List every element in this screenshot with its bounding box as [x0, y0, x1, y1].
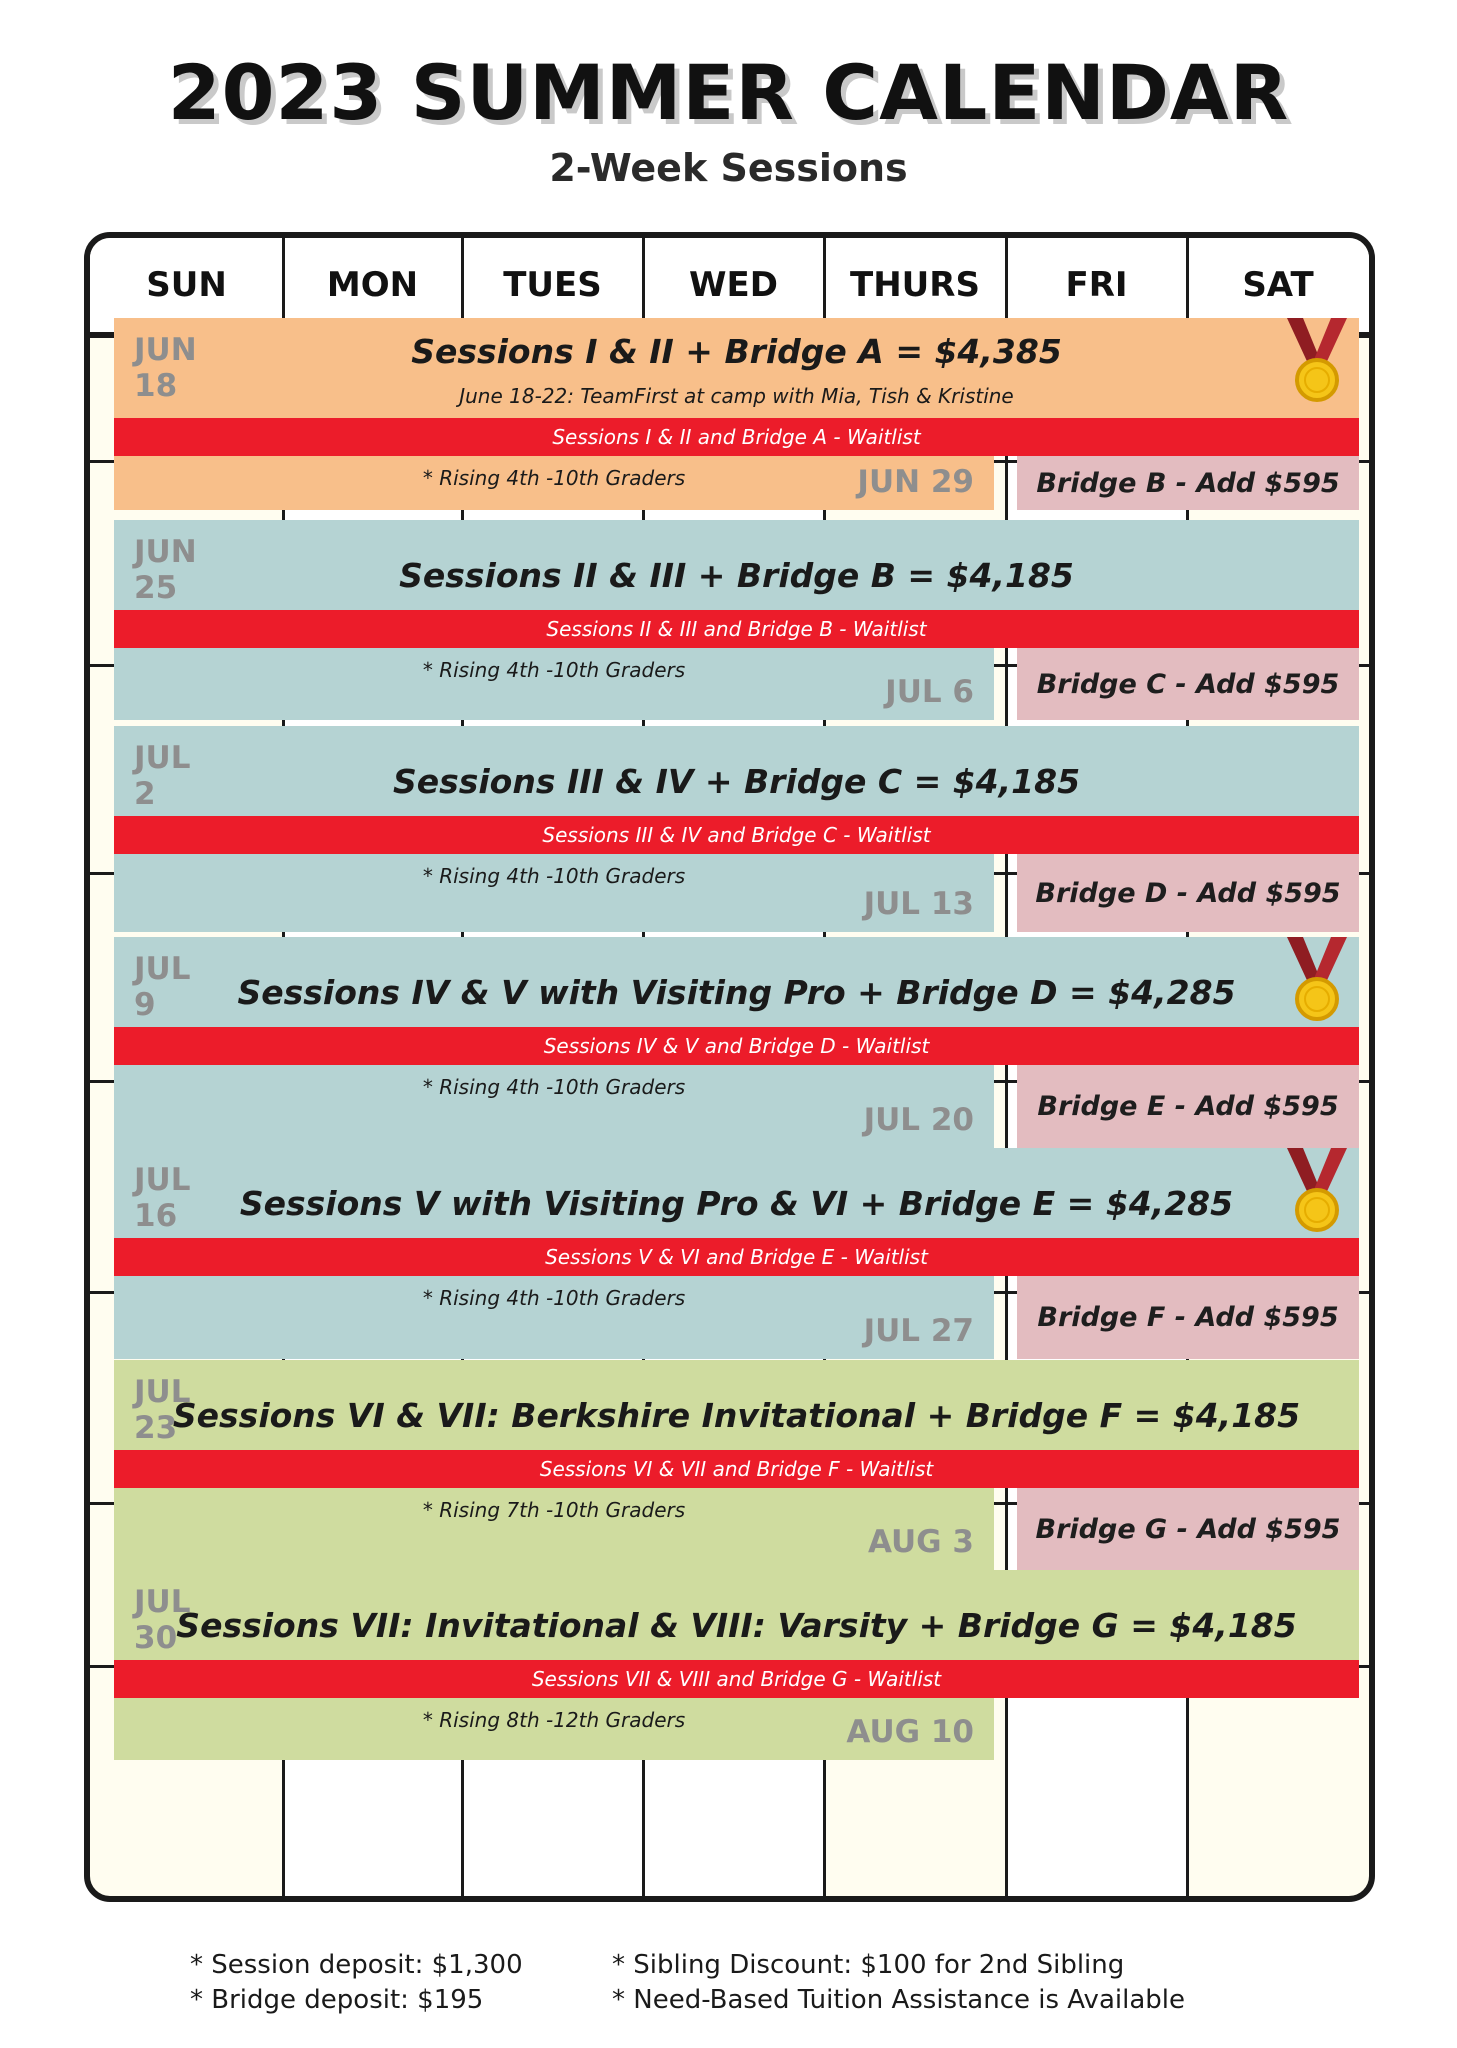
session-heading: Sessions VI & VII: Berkshire Invitational + Bridge F = $4,185 [172, 1396, 1301, 1435]
session-heading: Sessions IV & V with Visiting Pro + Bridge D = $4,285 [237, 973, 1236, 1012]
bridge-addon[interactable]: Bridge D - Add $595 [1017, 854, 1359, 932]
session-heading: Sessions III & IV + Bridge C = $4,185 [392, 762, 1081, 801]
page-subtitle: 2-Week Sessions [549, 146, 908, 190]
session-start-date: JUL 30 [134, 1584, 191, 1656]
session-end-date: JUL 13 [863, 886, 974, 922]
page-title: 2023 SUMMER CALENDAR [167, 48, 1290, 137]
medal-icon [1285, 1148, 1349, 1232]
weekday-thurs: THURS [850, 265, 980, 305]
waitlist-bar[interactable]: Sessions VI & VII and Bridge F - Waitlist [114, 1450, 1359, 1488]
session-heading: Sessions I & II + Bridge A = $4,385 [411, 332, 1062, 371]
footnote-tuition-assistance: * Need-Based Tuition Assistance is Available [612, 1985, 1185, 2015]
session-start-date: JUL 23 [134, 1374, 191, 1446]
weekday-fri: FRI [1065, 265, 1128, 305]
waitlist-bar[interactable]: Sessions IV & V and Bridge D - Waitlist [114, 1027, 1359, 1065]
session-end-date: JUL 27 [863, 1313, 974, 1349]
session-end-date: JUN 29 [857, 464, 974, 500]
session-end-date: AUG 3 [867, 1524, 974, 1560]
session-note: June 18-22: TeamFirst at camp with Mia, Tish & Kristine [459, 384, 1014, 408]
waitlist-bar[interactable]: Sessions VII & VIII and Bridge G - Waitlist [114, 1660, 1359, 1698]
waitlist-bar[interactable]: Sessions III & IV and Bridge C - Waitlist [114, 816, 1359, 854]
waitlist-bar[interactable]: Sessions I & II and Bridge A - Waitlist [114, 418, 1359, 456]
grade-range: * Rising 7th -10th Graders [422, 1498, 686, 1522]
footnote-session-deposit: * Session deposit: $1,300 [190, 1950, 523, 1980]
grade-range: * Rising 4th -10th Graders [422, 1286, 686, 1310]
bridge-addon[interactable]: Bridge E - Add $595 [1017, 1065, 1359, 1148]
session-heading: Sessions V with Visiting Pro & VI + Bridge E = $4,285 [239, 1184, 1234, 1223]
weekday-sun: SUN [146, 265, 227, 305]
grade-range: * Rising 8th -12th Graders [422, 1708, 686, 1732]
weekday-mon: MON [326, 265, 419, 305]
footnote-bridge-deposit: * Bridge deposit: $195 [190, 1985, 484, 2015]
grade-range: * Rising 4th -10th Graders [422, 864, 686, 888]
session-start-date: JUN 25 [134, 534, 197, 606]
weekday-tues: TUES [503, 265, 602, 305]
medal-icon [1285, 937, 1349, 1021]
session-start-date: JUL 2 [134, 740, 191, 812]
session-start-date: JUL 16 [134, 1162, 191, 1234]
grade-range: * Rising 4th -10th Graders [422, 1075, 686, 1099]
session-end-date: JUL 20 [863, 1102, 974, 1138]
bridge-addon[interactable]: Bridge F - Add $595 [1017, 1276, 1359, 1359]
weekday-sat: SAT [1242, 265, 1314, 305]
waitlist-bar[interactable]: Sessions II & III and Bridge B - Waitlist [114, 610, 1359, 648]
bridge-addon[interactable]: Bridge B - Add $595 [1017, 456, 1359, 510]
session-heading: Sessions II & III + Bridge B = $4,185 [399, 556, 1074, 595]
bridge-addon[interactable]: Bridge G - Add $595 [1017, 1488, 1359, 1570]
footnote-sibling-discount: * Sibling Discount: $100 for 2nd Sibling [612, 1950, 1125, 1980]
bridge-addon[interactable]: Bridge C - Add $595 [1017, 648, 1359, 720]
medal-icon [1285, 318, 1349, 402]
waitlist-bar[interactable]: Sessions V & VI and Bridge E - Waitlist [114, 1238, 1359, 1276]
session-heading: Sessions VII: Invitational & VIII: Varsity + Bridge G = $4,185 [176, 1606, 1297, 1645]
calendar-frame [84, 232, 1375, 1902]
grade-range: * Rising 4th -10th Graders [422, 658, 686, 682]
session-end-date: AUG 10 [846, 1714, 974, 1750]
weekday-wed: WED [689, 265, 778, 305]
session-end-date: JUL 6 [885, 674, 974, 710]
session-start-date: JUL 9 [134, 951, 191, 1023]
grade-range: * Rising 4th -10th Graders [422, 466, 686, 490]
session-start-date: JUN 18 [134, 332, 197, 404]
